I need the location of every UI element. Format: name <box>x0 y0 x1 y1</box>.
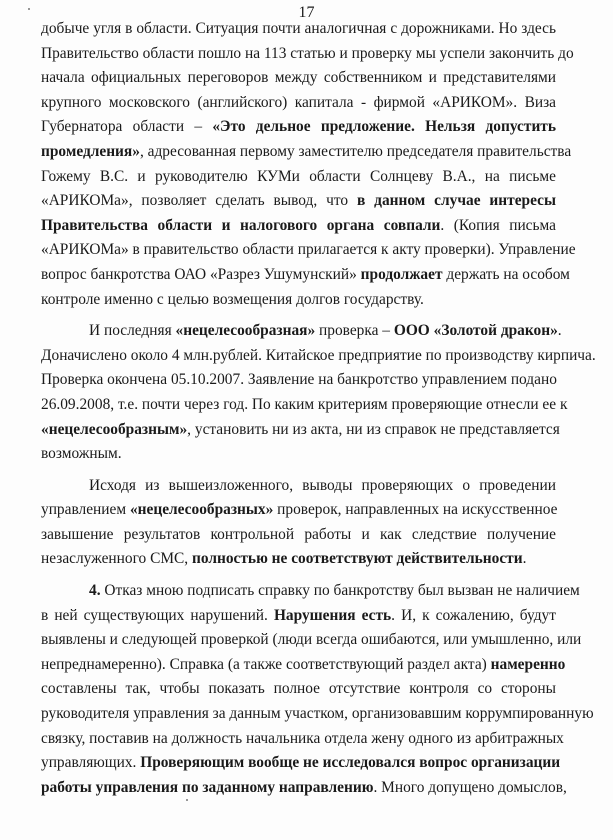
text-run: , установить ни из акта, ни из справок не представляется <box>187 420 560 438</box>
text-run: Отказ мною подписать справку по банкротству был вызван не наличием <box>100 582 580 600</box>
paragraph-gap <box>41 572 556 579</box>
text-run: . <box>557 322 562 340</box>
text-run: «АРИКОМа» в правительство области прилагается к акту проверки). Управление <box>41 241 576 259</box>
text-line <box>41 115 556 140</box>
paragraph <box>41 17 576 312</box>
text-line <box>41 442 556 467</box>
text-run: держать на особом <box>442 265 570 283</box>
text-line <box>41 238 576 263</box>
text-run: составлены так, чтобы показать полное отсутствие контроля со стороны <box>41 680 556 698</box>
bold-text: Нарушения есть <box>273 606 392 624</box>
text-run: в ней существующих нарушений. <box>41 606 274 624</box>
bold-text: работы управления по заданному направлению <box>41 778 374 796</box>
paragraph <box>41 319 596 467</box>
text-line <box>41 319 562 344</box>
page-number: 17 <box>298 4 315 21</box>
text-line <box>41 702 594 727</box>
text-line <box>41 91 556 116</box>
paragraph-gap <box>41 312 556 319</box>
text-run: управляющих. <box>41 754 141 772</box>
paragraph <box>41 579 594 800</box>
bold-text: Правительства области и налогового органа совпали <box>41 216 441 234</box>
text-run: Доначислено около 4 млн.рублей. Китайское предприятие по производству кирпича. <box>41 346 596 364</box>
text-run: незаслуженного СМС, <box>41 550 192 568</box>
text-run: И последняя <box>89 322 176 340</box>
bold-text: намеренно <box>490 655 566 673</box>
text-run: управлением <box>41 501 130 519</box>
text-line <box>41 547 556 572</box>
text-run: добыче угля в области. Ситуация почти аналогичная с дорожниками. Но здесь <box>41 20 556 37</box>
text-line <box>41 579 580 604</box>
bold-text: Проверяющим вообще не исследовался вопрос организации <box>140 754 561 772</box>
bold-text: в данном случае интересы <box>356 192 556 210</box>
text-run: Проверка окончена 05.10.2007. Заявление на банкротство управлением подано <box>41 371 557 389</box>
text-line <box>41 140 572 165</box>
text-run: Правительство области пошло на 113 статью и проверку мы успели закончить до <box>41 44 574 62</box>
text-line <box>41 393 568 418</box>
text-run: возможным. <box>41 445 122 463</box>
text-line <box>41 214 556 239</box>
paragraph-gap <box>41 467 556 474</box>
text-run: выявлены и следующей проверкой (люди всегда ошибаются, или умышленно, или <box>41 631 582 649</box>
text-run: Гожему В.С. и руководителю КУМи области Солнцеву В.А., на письме <box>41 167 556 185</box>
text-run: контроле именно с целью возмещения долгов государству. <box>41 290 424 308</box>
text-run: проверка – <box>315 322 394 340</box>
text-line <box>41 604 556 629</box>
text-line <box>41 653 566 678</box>
text-run: связку, поставив на должность начальника отдела жену одного из арбитражных <box>41 729 564 747</box>
text-line <box>41 66 556 91</box>
text-line <box>41 498 556 523</box>
text-run: руководителя управления за данным участком, организовавшим коррумпированную <box>41 705 594 723</box>
text-run: 26.09.2008, т.е. почти через год. По каким критериям проверяющие отнесли ее к <box>41 395 568 413</box>
document-body <box>41 17 596 800</box>
text-line <box>41 776 567 801</box>
bold-text: продолжает <box>360 265 443 283</box>
text-run: непреднамеренно). Справка (а также соответствующий раздел акта) <box>41 655 491 673</box>
text-run: завышение результатов контрольной работы и как следствие получение <box>41 525 556 543</box>
text-line <box>41 288 556 313</box>
text-line <box>41 263 570 288</box>
bold-text: «нецелесообразных» <box>129 501 274 519</box>
text-line <box>41 42 574 67</box>
text-line <box>41 368 556 393</box>
text-run: крупного московского (английского) капитала - фирмой «АРИКОМ». Виза <box>41 93 556 111</box>
text-run: проверок, направленных на искусственное <box>273 501 558 519</box>
scan-speck <box>186 799 188 801</box>
text-run: начала официальных переговоров между собственником и представителями <box>41 69 556 87</box>
bold-text: 4. <box>89 582 101 600</box>
text-line <box>41 418 560 443</box>
text-run: . (Копия письма <box>440 216 556 234</box>
paragraph <box>41 474 556 572</box>
scan-speck <box>28 8 30 10</box>
text-line <box>41 628 582 653</box>
bold-text: промедления» <box>41 142 140 160</box>
bold-text: «нецелесообразным» <box>41 420 188 438</box>
text-run: . Много допущено домыслов, <box>373 778 567 796</box>
text-line <box>41 17 556 42</box>
text-line <box>41 189 556 214</box>
text-run: , адресованная первому заместителю председателя правительства <box>139 142 572 160</box>
text-run: . <box>522 550 527 568</box>
text-line <box>41 751 561 776</box>
bold-text: ООО «Золотой дракон» <box>393 322 558 340</box>
text-run: . И, к сожалению, будут <box>391 606 556 624</box>
bold-text: «Это дельное предложение. Нельзя допустить <box>212 118 557 136</box>
text-run: Губернатора области – <box>41 118 213 136</box>
bold-text: полностью не соответствуют действительности <box>191 550 523 568</box>
text-line <box>41 165 556 190</box>
text-line <box>41 344 596 369</box>
text-line <box>41 677 556 702</box>
text-run: «АРИКОМа», позволяет сделать вывод, что <box>41 192 357 210</box>
text-run: Исходя из вышеизложенного, выводы проверяющих о проведении <box>89 476 556 494</box>
text-line <box>41 727 564 752</box>
text-line <box>41 523 556 548</box>
text-line <box>41 474 556 499</box>
text-run: вопрос банкротства ОАО «Разрез Ушумунский» <box>41 265 361 283</box>
bold-text: «нецелесообразная» <box>175 322 316 340</box>
